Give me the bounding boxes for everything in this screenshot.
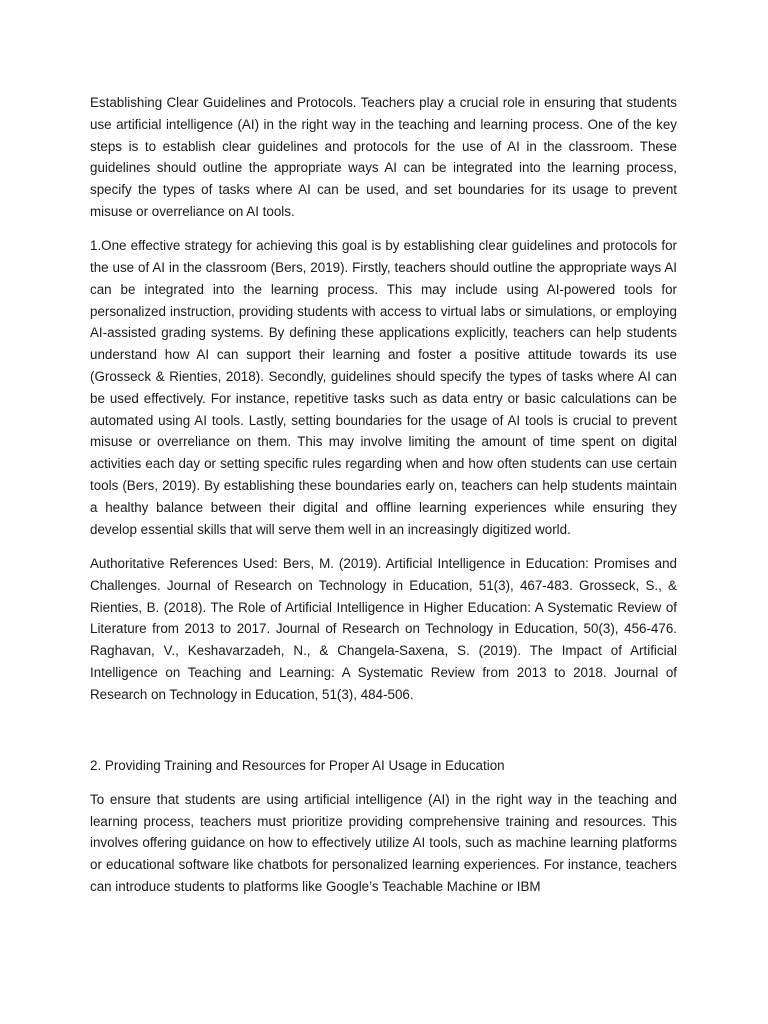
document-page bbox=[90, 92, 677, 910]
references-paragraph: Authoritative References Used: Bers, M. (2019). Artificial Intelligence in Education: Promises and Challenges. Journal of Research on Technology in Education, 51(3), 467-483. Grosseck, S., & Rienties, B. (2018). The Role of Artificial Intelligence in Higher Education: A Systematic Review of Literature from 2013 to 2017. Journal of Research on Technology in Education, 50(3), 456-476. Raghavan, V., Keshavarzadeh, N., & Changela-Saxena, S. (2019). The Impact of Artificial Intelligence on Teaching and Learning: A Systematic Review from 2013 to 2018. Journal of Research on Technology in Education, 51(3), 484-506. bbox=[90, 555, 677, 702]
training-paragraph: To ensure that students are using artificial intelligence (AI) in the right way in the teaching and learning process, teachers must prioritize providing comprehensive training and resources. This involves offering guidance on how to effectively utilize AI tools, such as machine learning platforms or educational software like chatbots for personalized learning experiences. For instance, teachers can introduce students to platforms like Google’s Teachable Machine or IBM bbox=[90, 791, 677, 894]
strategy-paragraph: 1.One effective strategy for achieving this goal is by establishing clear guidelines and protocols for the use of AI in the classroom (Bers, 2019). Firstly, teachers should outline the appropriate ways AI can be integrated into the learning process. This may include using AI-powered tools for personalized instruction, providing students with access to virtual labs or simulations, or employing AI-assisted grading systems. By defining these applications explicitly, teachers can help students understand how AI can support their learning and foster a positive attitude towards its use (Grosseck & Rienties, 2018). Secondly, guidelines should specify the types of tasks where AI can be used effectively. For instance, repetitive tasks such as data entry or basic calculations can be automated using AI tools. Lastly, setting boundaries for the usage of AI tools is crucial to prevent misuse or overreliance on them. This may involve limiting the amount of time spent on digital activities each day or setting specific rules regarding when and how often students can use certain tools (Bers, 2019). By establishing these boundaries early on, teachers can help students maintain a healthy balance between their digital and offline learning experiences while ensuring they develop essential skills that will serve them well in an increasingly digitized world. bbox=[90, 238, 677, 537]
section-heading: 2. Providing Training and Resources for Proper AI Usage in Education bbox=[90, 757, 505, 773]
intro-paragraph: Establishing Clear Guidelines and Protocols. Teachers play a crucial role in ensuring that students use artificial intelligence (AI) in the right way in the teaching and learning process. One of the key steps is to establish clear guidelines and protocols for the use of AI in the classroom. These guidelines should outline the appropriate ways AI can be integrated into the learning process, specify the types of tasks where AI can be used, and set boundaries for its usage to prevent misuse or overreliance on AI tools. bbox=[90, 95, 677, 219]
